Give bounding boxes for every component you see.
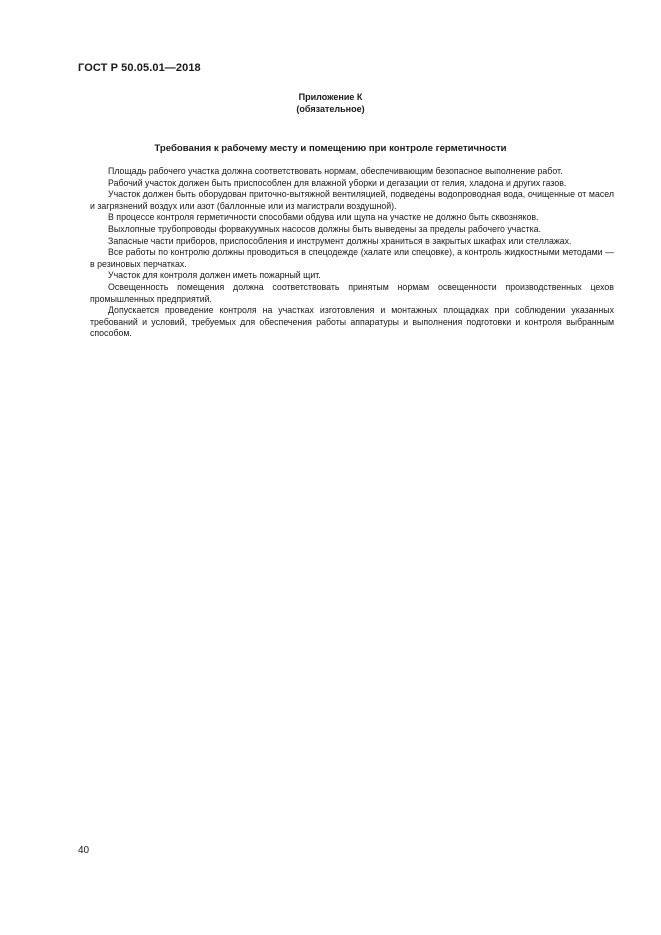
appendix-status: (обязательное) xyxy=(296,104,365,114)
paragraph: Все работы по контролю должны проводиться в спецодежде (халате или спецовке), а контроль жидкостными методами — в резиновых перчатках. xyxy=(90,247,614,269)
body-text xyxy=(90,166,614,340)
paragraph: В процессе контроля герметичности способами обдува или щупа на участке не должно быть сквозняков. xyxy=(108,212,539,223)
appendix-title: Приложение К xyxy=(298,92,363,102)
page-number: 40 xyxy=(78,845,90,856)
paragraph: Рабочий участок должен быть приспособлен для влажной уборки и дегазации от гелия, хладона и других газов. xyxy=(108,177,567,188)
paragraph: Запасные части приборов, приспособления и инструмент должны храниться в закрытых шкафах или стеллажах. xyxy=(108,235,572,246)
section-title: Требования к рабочему месту и помещению при контроле герметичности xyxy=(154,143,507,154)
paragraph: Освещенность помещения должна соответствовать принятым нормам освещенности производственных цехов промышленных предприятий. xyxy=(90,281,614,304)
paragraph: Выхлопные трубопроводы форвакуумных насосов должны быть выведены за пределы рабочего участка. xyxy=(108,223,542,234)
appendix-heading xyxy=(0,91,661,115)
standard-code: ГОСТ Р 50.05.01—2018 xyxy=(78,62,201,74)
paragraph: Площадь рабочего участка должна соответствовать нормам, обеспечивающим безопасное выполнение работ. xyxy=(108,166,563,176)
paragraph: Участок для контроля должен иметь пожарный щит. xyxy=(108,270,321,281)
paragraph: Допускается проведение контроля на участках изготовления и монтажных площадках при соблюдении указанных требований и условий, требуемых для обеспечения работы аппаратуры и выполнения подготовки и контроля выбранным способом. xyxy=(90,305,614,339)
paragraph: Участок должен быть оборудован приточно-вытяжной вентиляцией, подведены водопроводная вода, очищенные от масел и загрязнений воздух или азот (баллонные или из магистрали воздушной). xyxy=(90,189,614,211)
